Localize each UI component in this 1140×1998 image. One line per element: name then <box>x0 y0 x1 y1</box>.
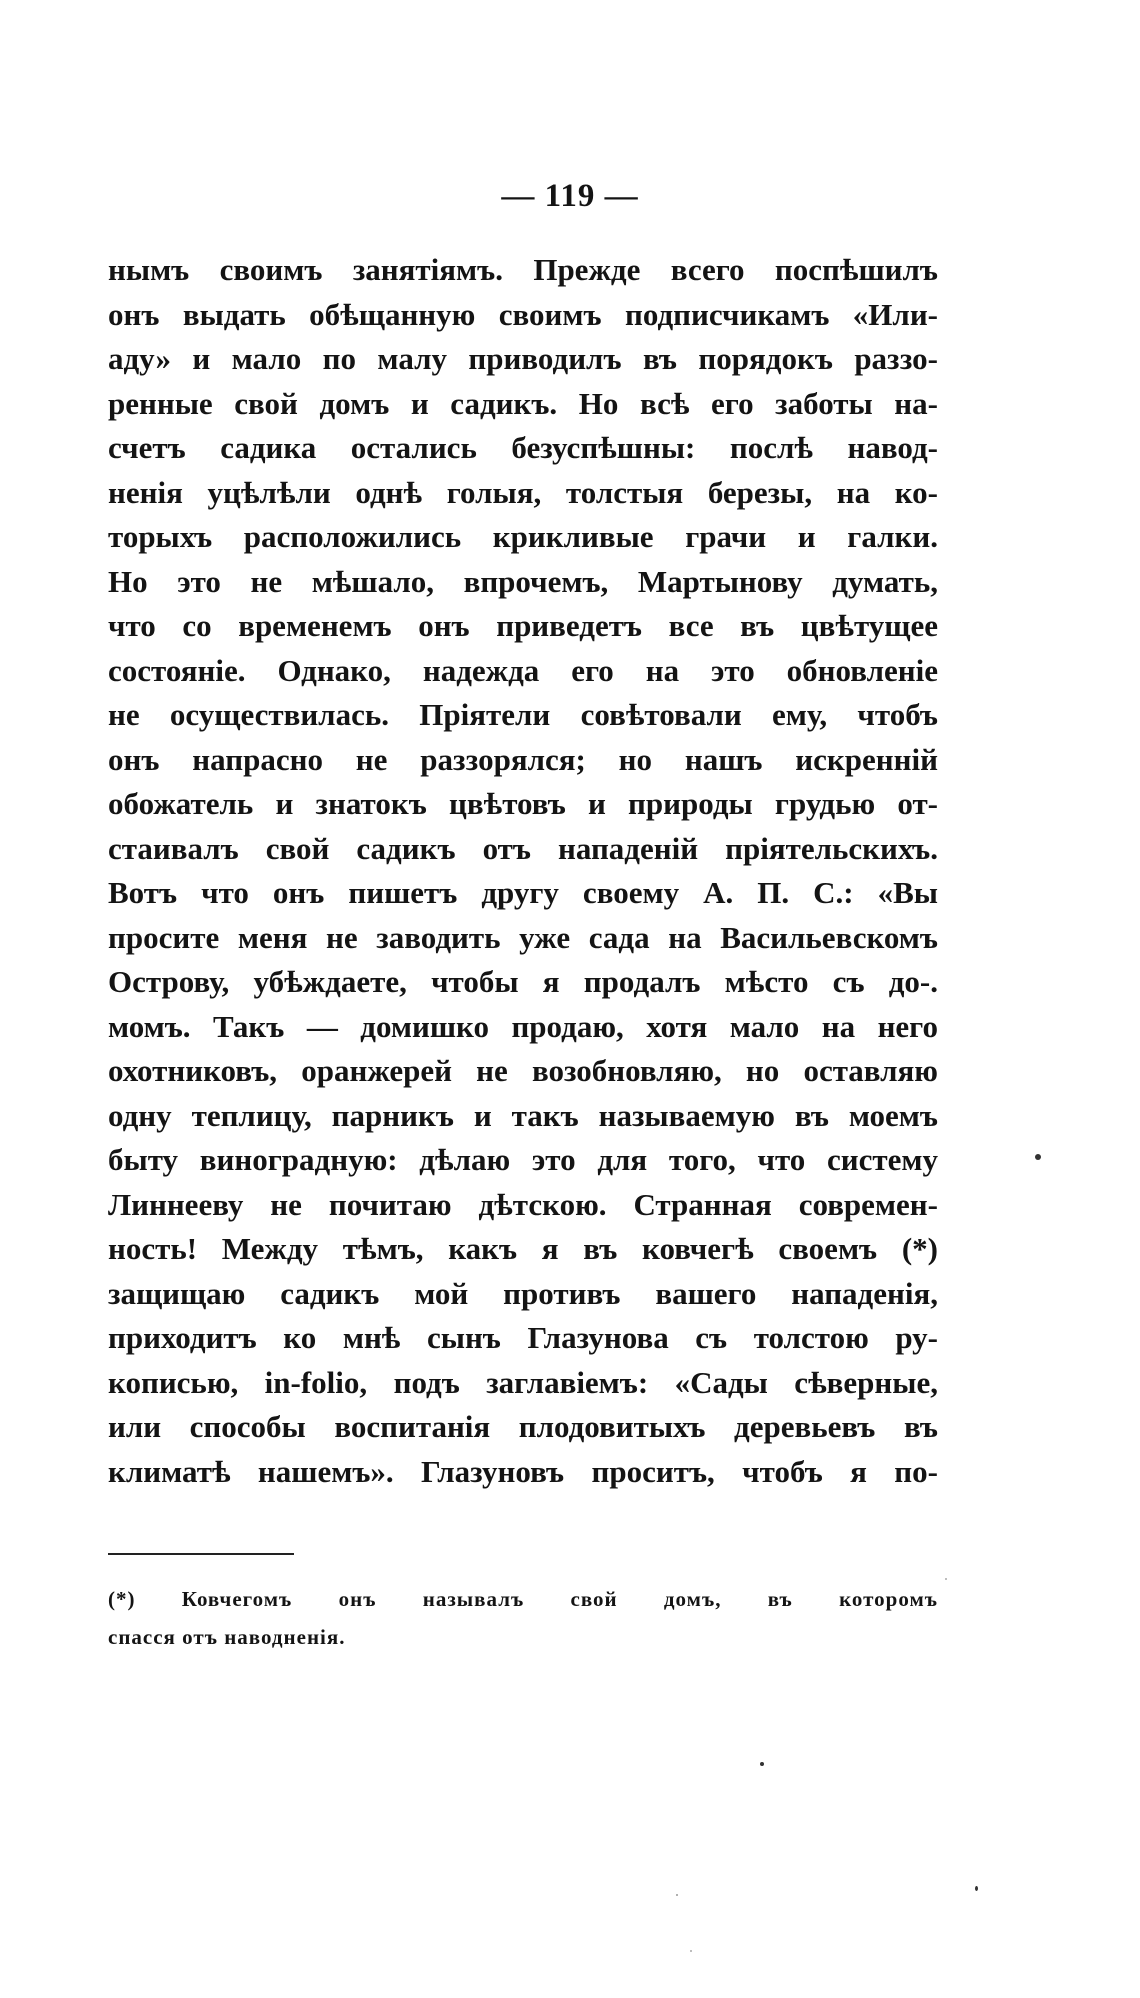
text-line: ность! Между тѣмъ, какъ я въ ковчегѣ своемъ (*) <box>108 1231 938 1266</box>
text-line: что со временемъ онъ приведетъ все въ цвѣтущее <box>108 608 938 643</box>
scan-speck <box>676 1894 678 1896</box>
body-text <box>108 248 938 1494</box>
text-line: ренные свой домъ и садикъ. Но всѣ его заботы на- <box>108 385 938 421</box>
text-line: аду» и мало по малу приводилъ въ порядокъ раззо- <box>108 341 938 376</box>
text-line: защищаю садикъ мой противъ вашего нападенія, <box>108 1275 938 1311</box>
footnote-line: спасся отъ наводненія. <box>108 1625 346 1649</box>
scan-speck <box>975 1886 978 1891</box>
footnote <box>108 1580 938 1656</box>
footnote-line: (*) Ковчегомъ онъ называлъ свой домъ, въ которомъ <box>108 1587 938 1611</box>
text-line: обожатель и знатокъ цвѣтовъ и природы грудью от- <box>108 786 938 821</box>
scan-speck <box>690 1950 692 1952</box>
text-line: Линнееву не почитаю дѣтскою. Странная современ- <box>108 1186 938 1222</box>
text-line: стаивалъ свой садикъ отъ нападеній пріятельскихъ. <box>108 830 938 866</box>
text-line: состояніе. Однако, надежда его на это обновленіе <box>108 652 938 688</box>
text-line: одну теплицу, парникъ и такъ называемую въ моемъ <box>108 1097 938 1133</box>
text-line: онъ напрасно не раззорялся; но нашъ искренній <box>108 741 938 777</box>
text-line: Острову, убѣждаете, чтобы я продалъ мѣсто съ до-. <box>108 964 938 999</box>
scan-speck <box>1035 1154 1041 1160</box>
page-number: — 119 — <box>501 178 639 214</box>
text-line: нымъ своимъ занятіямъ. Прежде всего поспѣшилъ <box>108 252 938 287</box>
text-line: ненія уцѣлѣли однѣ голыя, толстыя березы, на ко- <box>108 474 938 510</box>
text-line: Но это не мѣшало, впрочемъ, Мартынову думать, <box>108 563 938 599</box>
text-line: онъ выдать обѣщанную своимъ подписчикамъ «Или- <box>108 296 938 332</box>
text-line: кописью, in-folio, подъ заглавіемъ: «Сады сѣверные, <box>108 1364 938 1400</box>
text-line: торыхъ расположились крикливые грачи и галки. <box>108 519 938 554</box>
footnote-divider <box>108 1553 294 1555</box>
text-line: климатѣ нашемъ». Глазуновъ проситъ, чтобъ я по- <box>108 1453 938 1489</box>
text-line: счетъ садика остались безуспѣшны: послѣ навод- <box>108 430 938 465</box>
text-line: быту виноградную: дѣлаю это для того, что систему <box>108 1142 938 1177</box>
text-line: просите меня не заводить уже сада на Васильевскомъ <box>108 919 938 955</box>
text-line: момъ. Такъ — домишко продаю, хотя мало на него <box>108 1008 938 1044</box>
scan-speck <box>760 1762 764 1766</box>
text-line: охотниковъ, оранжерей не возобновляю, но оставляю <box>108 1053 938 1088</box>
text-line: Вотъ что онъ пишетъ другу своему А. П. С.: «Вы <box>108 875 938 910</box>
text-line: приходитъ ко мнѣ сынъ Глазунова съ толстою ру- <box>108 1320 938 1355</box>
text-line: не осуществилась. Пріятели совѣтовали ему, чтобъ <box>108 697 938 732</box>
scan-speck <box>945 1578 947 1580</box>
text-line: или способы воспитанія плодовитыхъ деревьевъ въ <box>108 1409 938 1444</box>
